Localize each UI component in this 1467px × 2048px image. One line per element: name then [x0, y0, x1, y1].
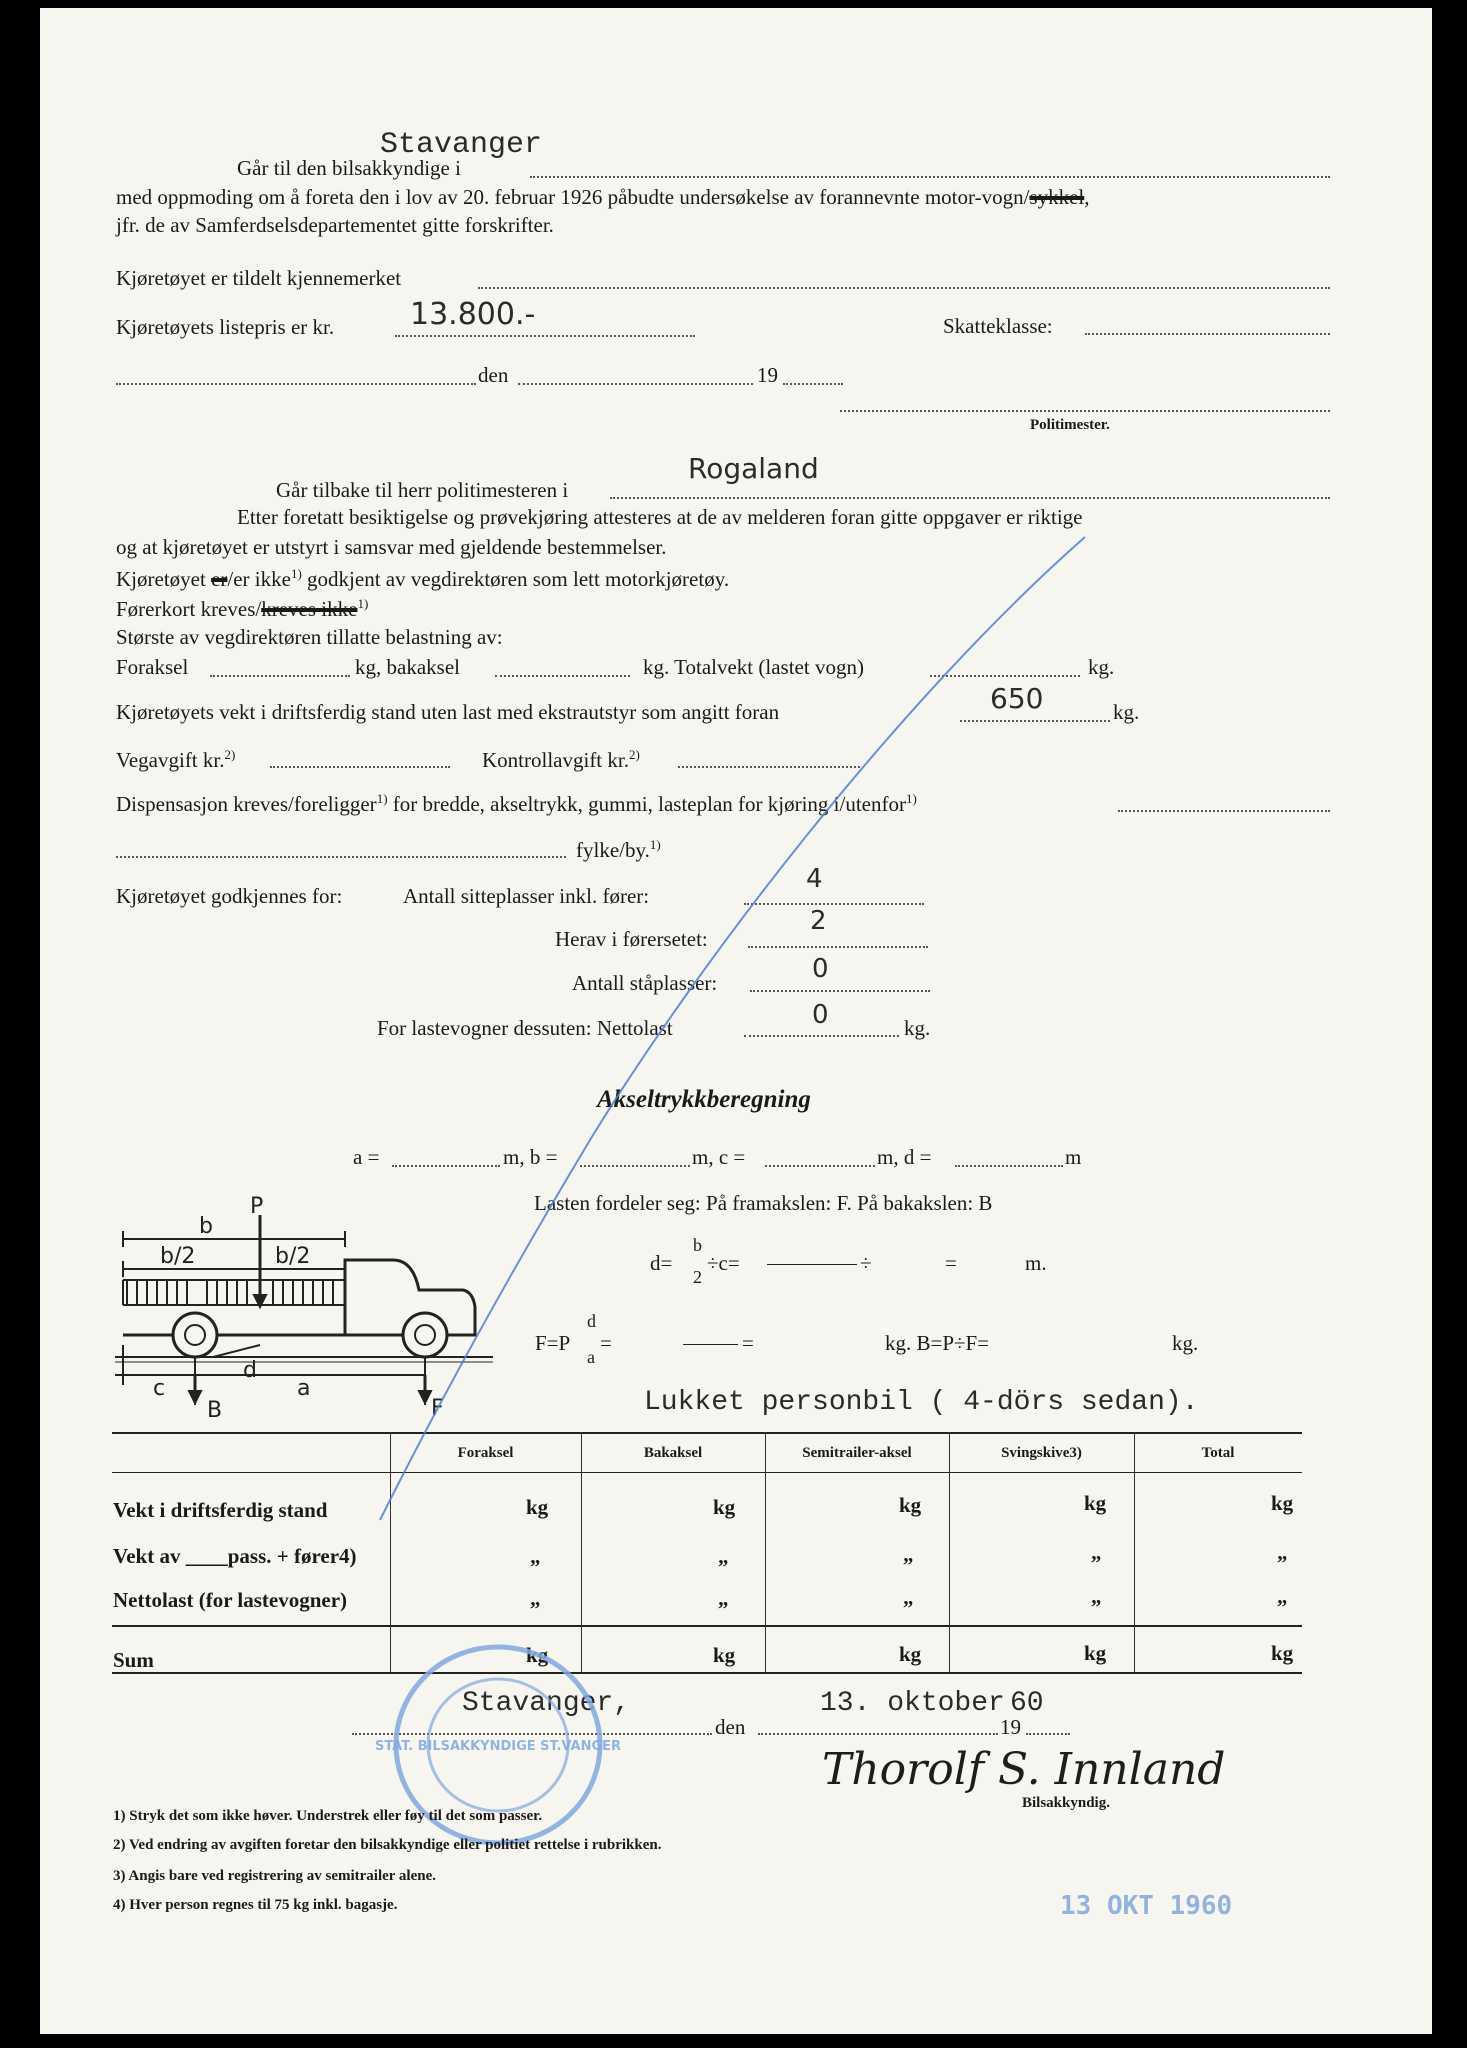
table-sum-rule: [112, 1625, 1302, 1627]
city-value[interactable]: Stavanger: [380, 128, 543, 162]
expert-signature[interactable]: Thorolf S. Innland: [822, 1744, 1226, 1795]
police-signature-line[interactable]: [840, 410, 1330, 412]
police-label: Politimester.: [1030, 417, 1110, 433]
diagram-label-b: b: [199, 1214, 213, 1239]
standing-value[interactable]: 0: [812, 954, 829, 984]
seats-label: Antall sitteplasser inkl. fører:: [403, 884, 650, 908]
line-regulations: jfr. de av Samferdselsdepartementet gitte forskrifter.: [116, 213, 554, 237]
col-header-semitrailer: Semitrailer-aksel: [802, 1445, 912, 1461]
table-header-rule: [112, 1472, 1302, 1473]
standing-label: Antall ståplasser:: [572, 971, 718, 995]
total-weight-field[interactable]: [930, 675, 1080, 677]
table-top-rule: [112, 1432, 1302, 1434]
plate-field[interactable]: [478, 287, 1330, 289]
col-header-front-axle: Foraksel: [457, 1445, 514, 1461]
d-rest: ÷c=: [707, 1251, 740, 1275]
d-label: m, d =: [877, 1145, 932, 1169]
table-cell[interactable]: „: [1277, 1540, 1288, 1564]
year-field[interactable]: [783, 383, 843, 385]
d-formula: d=: [650, 1251, 673, 1275]
driver-seat-value[interactable]: 2: [810, 906, 827, 936]
return-label: Går tilbake til herr politimesteren i: [276, 478, 569, 502]
district-value[interactable]: Rogaland: [688, 452, 819, 485]
row-label-sum: Sum: [113, 1648, 154, 1672]
table-cell[interactable]: „: [903, 1585, 914, 1609]
d-frac-num: b: [693, 1235, 702, 1255]
table-cell[interactable]: kg: [1271, 1491, 1294, 1515]
table-cell[interactable]: kg: [899, 1642, 922, 1666]
row-label-net-load: Nettolast (for lastevogner): [113, 1588, 348, 1612]
attest-line-1: Etter foretatt besiktigelse og prøvekjøring attesteres at de av melderen foran gitte oppgaver er riktige: [237, 505, 1083, 529]
diagram-label-b-half-left: b/2: [160, 1244, 196, 1269]
net-load-field: [744, 1035, 899, 1037]
standing-field: [750, 990, 930, 992]
year-prefix: 19: [757, 363, 778, 387]
dispensation-field[interactable]: [1118, 810, 1330, 812]
line-request: med oppmoding om å foreta den i lov av 20. februar 1926 påbudte undersøkelse av forannevnte motor-vogn/sykkel,: [116, 185, 1090, 209]
den-label: den: [478, 363, 509, 387]
c-field[interactable]: [765, 1165, 875, 1167]
table-bottom-rule: [112, 1672, 1302, 1674]
year-field: [1026, 1733, 1070, 1735]
d-field[interactable]: [955, 1165, 1063, 1167]
front-axle-label: Foraksel: [116, 655, 189, 679]
price-field: [395, 335, 695, 337]
dispensation-line: Dispensasjon kreves/foreligger$^{1)}$ for bredde, akseltrykk, gummi, lasteplan for kjøring i/utenfor$^{1)}$: [116, 791, 917, 816]
table-col-divider: [581, 1432, 582, 1672]
footnote-1: 1) Stryk det som ikke høver. Understrek eller føy til det som passer.: [113, 1808, 543, 1824]
f-frac-num: d: [587, 1311, 596, 1331]
approved-line: Kjøretøyet er/er ikke$^{1)}$ godkjent av vegdirektøren som lett motorkjøretøy.: [116, 566, 730, 591]
district-field: [610, 497, 1330, 499]
footnote-4: 4) Hver person regnes til 75 kg inkl. bagasje.: [113, 1897, 398, 1913]
price-label: Kjøretøyets listepris er kr.: [116, 315, 335, 339]
seats-value[interactable]: 4: [806, 864, 823, 894]
stamp-text: STAT. BILSAKKYNDIGE ST.VANGER: [374, 1739, 622, 1754]
diagram-label-d: d: [243, 1358, 257, 1383]
rear-axle-label: kg, bakaksel: [355, 655, 460, 679]
table-cell[interactable]: „: [1091, 1540, 1102, 1564]
curb-weight-field: [960, 720, 1110, 722]
table-cell[interactable]: „: [1277, 1584, 1288, 1608]
diagram-label-f-axle: F: [431, 1396, 444, 1421]
county-field[interactable]: [116, 856, 566, 858]
price-value[interactable]: 13.800.-: [410, 297, 536, 332]
attest-line-2: og at kjøretøyet er utstyrt i samsvar med gjeldende bestemmelser.: [116, 535, 667, 559]
control-fee-label: Kontrollavgift kr.$^{2)}$: [482, 747, 640, 772]
table-cell[interactable]: kg: [1084, 1641, 1107, 1665]
kg-unit: kg.: [1088, 655, 1115, 679]
plate-label: Kjøretøyet er tildelt kjennemerket: [116, 266, 402, 290]
driver-seat-field: [748, 946, 928, 948]
road-tax-label: Vegavgift kr.$^{2)}$: [116, 747, 236, 772]
col-header-total: Total: [1201, 1445, 1235, 1461]
seats-field: [744, 903, 924, 905]
vehicle-type[interactable]: Lukket personbil ( 4-dörs sedan).: [644, 1387, 1199, 1418]
f-eq: =: [600, 1331, 612, 1355]
b-label: m, b =: [503, 1145, 558, 1169]
row-label-passengers: Vekt av ____pass. + fører4): [113, 1544, 357, 1568]
equals-sign: =: [945, 1251, 957, 1275]
diagram-label-p: P: [250, 1194, 264, 1219]
county-label: fylke/by.$^{1)}$: [576, 837, 661, 862]
road-tax-field[interactable]: [270, 766, 450, 768]
footnote-3: 3) Angis bare ved registrering av semitrailer alene.: [113, 1868, 437, 1884]
diagram-label-a: a: [297, 1376, 311, 1401]
front-axle-field[interactable]: [210, 675, 350, 677]
blank-line: [683, 1344, 738, 1345]
table-cell[interactable]: „: [718, 1544, 729, 1568]
diagram-label-c: c: [153, 1376, 166, 1401]
table-cell[interactable]: kg: [1271, 1641, 1294, 1665]
a-label: a =: [353, 1145, 380, 1169]
table-cell[interactable]: „: [903, 1542, 914, 1566]
table-cell[interactable]: kg: [713, 1643, 736, 1667]
truck-diagram: [115, 1194, 495, 1423]
m-unit: m: [1065, 1145, 1082, 1169]
place-field[interactable]: [116, 383, 476, 385]
rear-axle-field[interactable]: [495, 675, 630, 677]
table-cell[interactable]: „: [1091, 1584, 1102, 1608]
b-formula: kg. B=P÷F=: [885, 1331, 990, 1355]
tax-class-label: Skatteklasse:: [943, 314, 1053, 338]
kg-unit: kg.: [904, 1016, 931, 1040]
date-stamp: 13 OKT 1960: [1060, 1891, 1233, 1921]
curb-weight-value[interactable]: 650: [990, 682, 1044, 715]
table-cell[interactable]: kg: [713, 1495, 736, 1519]
curb-weight-label: Kjøretøyets vekt i driftsferdig stand uten last med ekstrautstyr som angitt foran: [116, 700, 780, 724]
f-formula: F=P: [535, 1331, 571, 1355]
approved-for-label: Kjøretøyet godkjennes for:: [116, 884, 343, 908]
control-fee-field[interactable]: [678, 766, 860, 768]
license-line: Førerkort kreves/kreves ikke$^{1)}$: [116, 596, 369, 621]
d-frac-den: 2: [693, 1267, 702, 1287]
axle-calc-title: Akseltrykkberegning: [597, 1086, 811, 1113]
m-unit: m.: [1025, 1251, 1047, 1275]
date-field: [758, 1733, 998, 1735]
table-cell[interactable]: kg: [899, 1493, 922, 1517]
col-header-turntable: Svingskive3): [1001, 1445, 1082, 1461]
c-label: m, c =: [692, 1145, 746, 1169]
table-cell[interactable]: kg: [526, 1495, 549, 1519]
diagram-label-b-half-right: b/2: [275, 1244, 311, 1269]
den-label: den: [715, 1715, 746, 1739]
table-cell[interactable]: kg: [526, 1643, 549, 1667]
year-prefix: 19: [1000, 1715, 1021, 1739]
table-cell[interactable]: kg: [1084, 1491, 1107, 1515]
table-col-divider: [390, 1432, 391, 1672]
table-cell[interactable]: „: [718, 1586, 729, 1610]
net-load-label: For lastevogner dessuten: Nettolast: [377, 1016, 673, 1040]
blank-line: [767, 1264, 857, 1265]
table-col-divider: [949, 1432, 950, 1672]
table-cell[interactable]: „: [530, 1586, 541, 1610]
expert-role: Bilsakkyndig.: [1022, 1795, 1110, 1811]
load-split-label: Lasten fordeler seg: På framakslen: F. På bakakslen: B: [534, 1191, 993, 1215]
signature-date[interactable]: 13. oktober: [820, 1688, 1005, 1719]
signature-place[interactable]: Stavanger,: [462, 1688, 631, 1719]
dotted-line: [530, 176, 1330, 178]
footnote-2: 2) Ved endring av avgiften foretar den bilsakkyndige eller politiet rettelse i rubrikken.: [113, 1837, 662, 1853]
table-col-divider: [765, 1432, 766, 1672]
kg-unit: kg.: [1113, 700, 1140, 724]
kg-unit: kg.: [1172, 1331, 1199, 1355]
net-load-value[interactable]: 0: [812, 1000, 829, 1030]
date-field[interactable]: [518, 383, 753, 385]
b-field[interactable]: [580, 1165, 690, 1167]
max-load-label: Største av vegdirektøren tillatte belastning av:: [116, 625, 503, 649]
row-label-curb-weight: Vekt i driftsferdig stand: [113, 1498, 328, 1522]
diagram-label-b-axle: B: [207, 1398, 223, 1423]
f-eq-2: =: [742, 1331, 754, 1355]
table-col-divider: [1134, 1432, 1135, 1672]
f-frac-den: a: [587, 1347, 595, 1367]
a-field[interactable]: [392, 1165, 500, 1167]
table-cell[interactable]: „: [530, 1544, 541, 1568]
total-weight-label: kg. Totalvekt (lastet vogn): [643, 655, 864, 679]
minus-sign: ÷: [860, 1251, 872, 1275]
line-to-expert: Går til den bilsakkyndige i: [237, 156, 461, 180]
signature-year[interactable]: 60: [1010, 1688, 1044, 1719]
tax-class-field[interactable]: [1085, 333, 1330, 335]
driver-seat-label: Herav i førersetet:: [555, 927, 708, 951]
col-header-rear-axle: Bakaksel: [643, 1445, 703, 1461]
